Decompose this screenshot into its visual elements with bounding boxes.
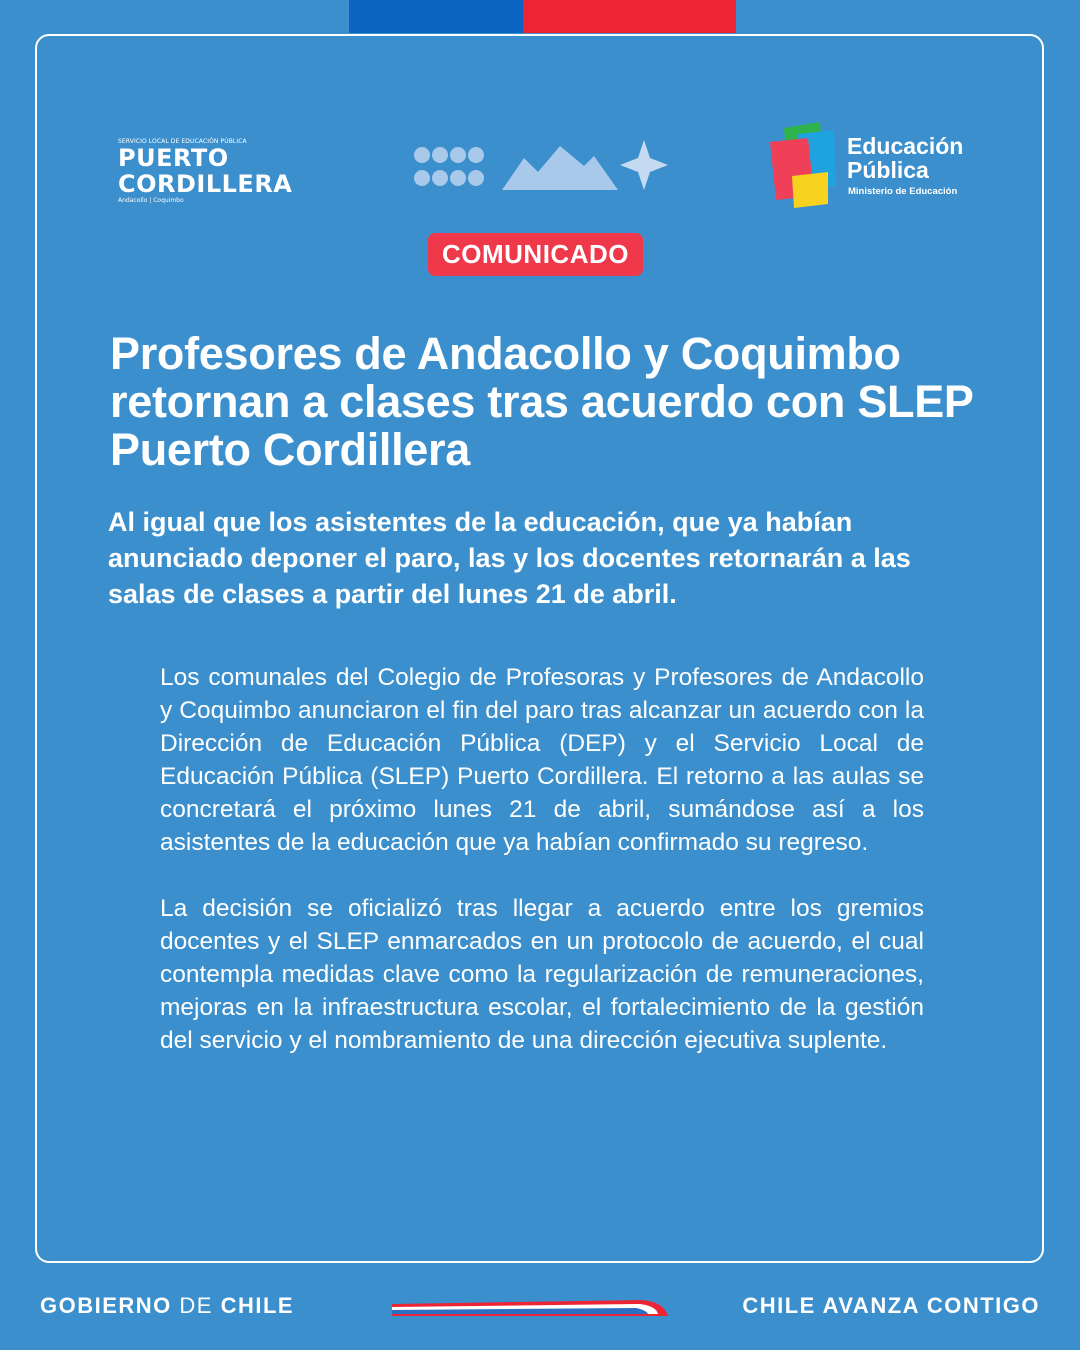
logo-title: Educación Pública — [847, 133, 964, 183]
sparkle-icon — [620, 140, 668, 190]
logo-line-1: PUERTO — [118, 144, 229, 172]
mountains-dots-icon — [412, 138, 672, 202]
educacion-publica-logo-icon — [770, 120, 842, 210]
body-paragraph: La decisión se oficializó tras llegar a acuerdo entre los gremios docentes y el SLEP enmarcados en un protocolo de acuerdo, el cual contempla medidas clave como la regularización de remuneraciones, mejoras en la infraestructura escolar, el fortalecimiento de la gestión del servicio y el nombramiento de una dirección ejecutiva suplente. — [160, 895, 924, 1054]
flag-bar-blue — [349, 0, 523, 33]
footer-gobierno-de-chile: GOBIERNO DE CHILE — [40, 1293, 295, 1318]
logo-tagline: SERVICIO LOCAL DE EDUCACIÓN PÚBLICA — [118, 138, 247, 145]
logo-line-2: CORDILLERA — [118, 170, 293, 198]
lead-paragraph: Al igual que los asistentes de la educación, que ya habían anunciado deponer el paro, las y los docentes retornarán a las salas de clases a partir del lunes 21 de abril. — [108, 507, 911, 609]
footer-chile-avanza-contigo: CHILE AVANZA CONTIGO — [742, 1293, 1040, 1318]
logo-subtitle: Ministerio de Educación — [848, 186, 958, 197]
body-paragraph: Los comunales del Colegio de Profesoras y Profesores de Andacollo y Coquimbo anunciaron el fin del paro tras alcanzar un acuerdo con la Dirección de Educación Pública (DEP) y el Servicio Local de Educación Pública (SLEP) Puerto Cordillera. El retorno a las aulas se concretará el próximo lunes 21 de abril, sumándose así a los asistentes de la educación que ya habían confirmado su regreso. — [160, 664, 924, 856]
slep-puerto-cordillera-logo — [118, 138, 318, 204]
comunicado-badge: COMUNICADO — [428, 233, 643, 276]
headline: Profesores de Andacollo y Coquimbo retornan a clases tras acuerdo con SLEP Puerto Cordillera — [110, 328, 973, 475]
educacion-publica-logo — [770, 120, 980, 210]
flag-bar-red — [523, 0, 736, 33]
footer-swoosh-icon — [392, 1290, 672, 1330]
logo-location: Andacollo | Coquimbo — [118, 197, 184, 204]
body-text — [160, 661, 924, 1090]
